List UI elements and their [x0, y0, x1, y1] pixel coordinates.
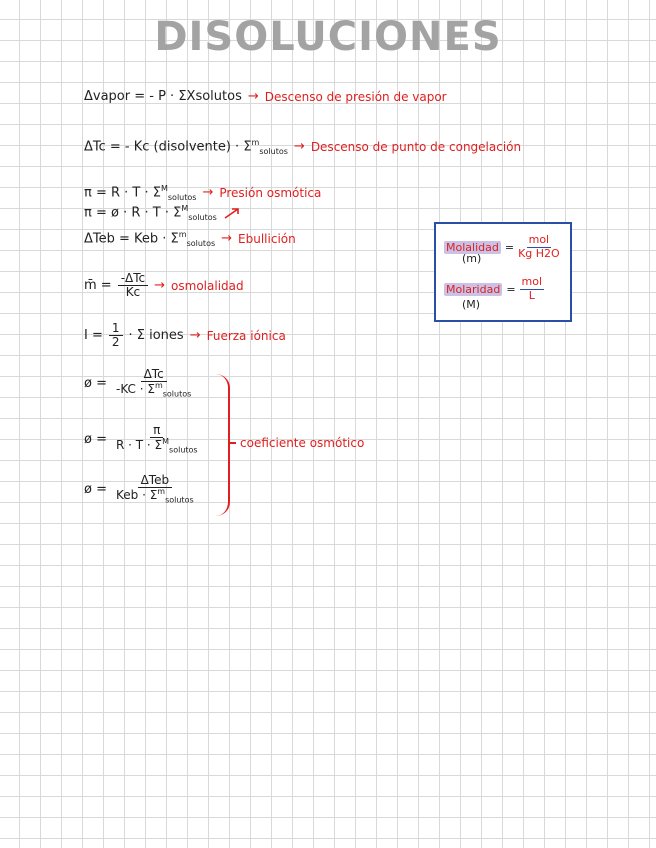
formula-freezing: [84, 138, 521, 156]
formula-coef-3-den: Keb · Σ: [115, 488, 158, 503]
formula-coef-2: [84, 424, 201, 455]
formula-freezing-sup: m: [251, 138, 260, 147]
formula-boiling-expr: [84, 230, 215, 248]
molaridad-num: mol: [521, 275, 543, 288]
formula-coef-1-num: ΔTc: [141, 368, 167, 382]
arrow-icon: →: [247, 89, 259, 104]
formula-vapor: [84, 89, 447, 104]
arrow-icon: →: [202, 185, 214, 201]
formula-osmolality-lhs: m̄ =: [84, 278, 112, 294]
formula-coef-3-sup: m: [157, 487, 166, 497]
formula-osmotic-2-expr: [84, 204, 217, 222]
formula-freezing-expr: [84, 138, 288, 156]
coef-desc: coeficiente osmótico: [240, 436, 365, 450]
molaridad-row: [444, 276, 544, 302]
formula-coef-1-fraction: [113, 368, 194, 399]
formula-ionic-fraction: [109, 322, 123, 349]
formula-coef-3-fraction: [113, 474, 197, 505]
equals-sign: =: [506, 282, 516, 296]
formula-osmotic-1-sub: solutos: [167, 192, 197, 202]
formula-coef-1: [84, 368, 194, 399]
formula-coef-2-den-wrap: [113, 438, 201, 455]
molalidad-label: Molalidad: [446, 240, 499, 254]
molalidad-num: mol: [528, 233, 550, 246]
molaridad-label: Molaridad: [446, 282, 501, 296]
formula-freezing-desc: Descenso de punto de congelación: [310, 139, 522, 154]
formula-vapor-lhs: Δvapor = - P · ΣXsolutos: [84, 89, 242, 104]
formula-boiling: [84, 230, 296, 248]
formula-osmotic-1: [84, 184, 321, 202]
formula-ionic-den: 2: [111, 335, 120, 350]
arrow-icon: →: [293, 139, 305, 155]
formula-freezing-sub: solutos: [259, 146, 288, 156]
formula-osmotic-2-sup: M: [181, 204, 189, 213]
formula-osmolality-fraction: [118, 272, 148, 299]
formula-osmolality-den: Kc: [125, 285, 141, 300]
brace-right: [214, 374, 230, 516]
formula-coef-1-den-wrap: [113, 382, 194, 399]
formula-boiling-desc: Ebullición: [238, 231, 296, 246]
molalidad-fraction: [518, 234, 560, 260]
formula-coef-2-num: π: [150, 424, 163, 438]
arrow-icon: →: [154, 278, 166, 294]
formula-coef-2-sup: M: [162, 437, 170, 447]
formula-coef-2-lhs: ø =: [84, 432, 107, 448]
formula-coef-2-fraction: [113, 424, 201, 455]
formula-osmolality-desc: osmolalidad: [171, 278, 244, 293]
formula-coef-1-lhs: ø =: [84, 376, 107, 392]
formula-osmotic-1-expr: [84, 184, 196, 202]
formula-freezing-lhs: ΔTc = - Kc (disolvente) · Σ: [84, 139, 252, 155]
arrow-icon: →: [189, 328, 201, 344]
formula-vapor-desc: Descenso de presión de vapor: [264, 89, 447, 104]
brace-tip: [228, 442, 236, 444]
equals-sign: =: [504, 240, 515, 254]
formula-coef-1-sup: m: [154, 381, 163, 391]
formula-osmotic-1-sup: M: [160, 184, 168, 193]
formula-boiling-lhs: ΔTeb = Keb · Σ: [84, 231, 179, 247]
formula-ionic-rhs: · Σ iones: [128, 328, 184, 344]
formula-coef-3: [84, 474, 197, 505]
formula-ionic-desc: Fuerza iónica: [206, 328, 286, 343]
formula-osmolality: [84, 272, 244, 299]
formula-ionic-lhs: I =: [84, 328, 103, 344]
molaridad-symbol: (M): [462, 298, 481, 311]
definitions-box: [434, 222, 572, 322]
coef-label: [240, 436, 364, 450]
formula-boiling-sub: solutos: [186, 238, 216, 248]
arrow-up-right-icon: [223, 206, 241, 220]
formula-osmotic-2: [84, 204, 241, 222]
arrow-icon: →: [221, 231, 233, 247]
formula-coef-3-lhs: ø =: [84, 482, 107, 498]
formula-coef-2-sub: solutos: [169, 445, 198, 455]
formula-osmotic-2-lhs: π = ø · R · T · Σ: [84, 205, 182, 221]
page-title: DISOLUCIONES: [154, 14, 502, 60]
molalidad-den: Kg H2O: [518, 246, 560, 260]
formula-osmotic-1-lhs: π = R · T · Σ: [84, 185, 161, 201]
molalidad-symbol: (m): [462, 252, 482, 265]
molaridad-den: L: [528, 288, 535, 302]
formula-coef-1-den: -KC · Σ: [115, 382, 155, 397]
formula-boiling-sup: m: [178, 230, 187, 239]
molaridad-fraction: [520, 276, 545, 302]
formula-osmotic-desc: Presión osmótica: [219, 185, 322, 200]
formula-coef-3-num: ΔTeb: [138, 474, 173, 488]
formula-coef-3-sub: solutos: [165, 495, 194, 505]
formula-osmolality-num: -ΔTc: [118, 272, 148, 286]
formula-coef-2-den: R · T · Σ: [115, 438, 163, 453]
formula-coef-3-den-wrap: [113, 488, 197, 505]
formula-osmotic-2-sub: solutos: [188, 212, 217, 222]
formula-ionic: [84, 322, 286, 349]
formula-ionic-num: 1: [109, 322, 123, 336]
formula-coef-1-sub: solutos: [162, 389, 192, 399]
